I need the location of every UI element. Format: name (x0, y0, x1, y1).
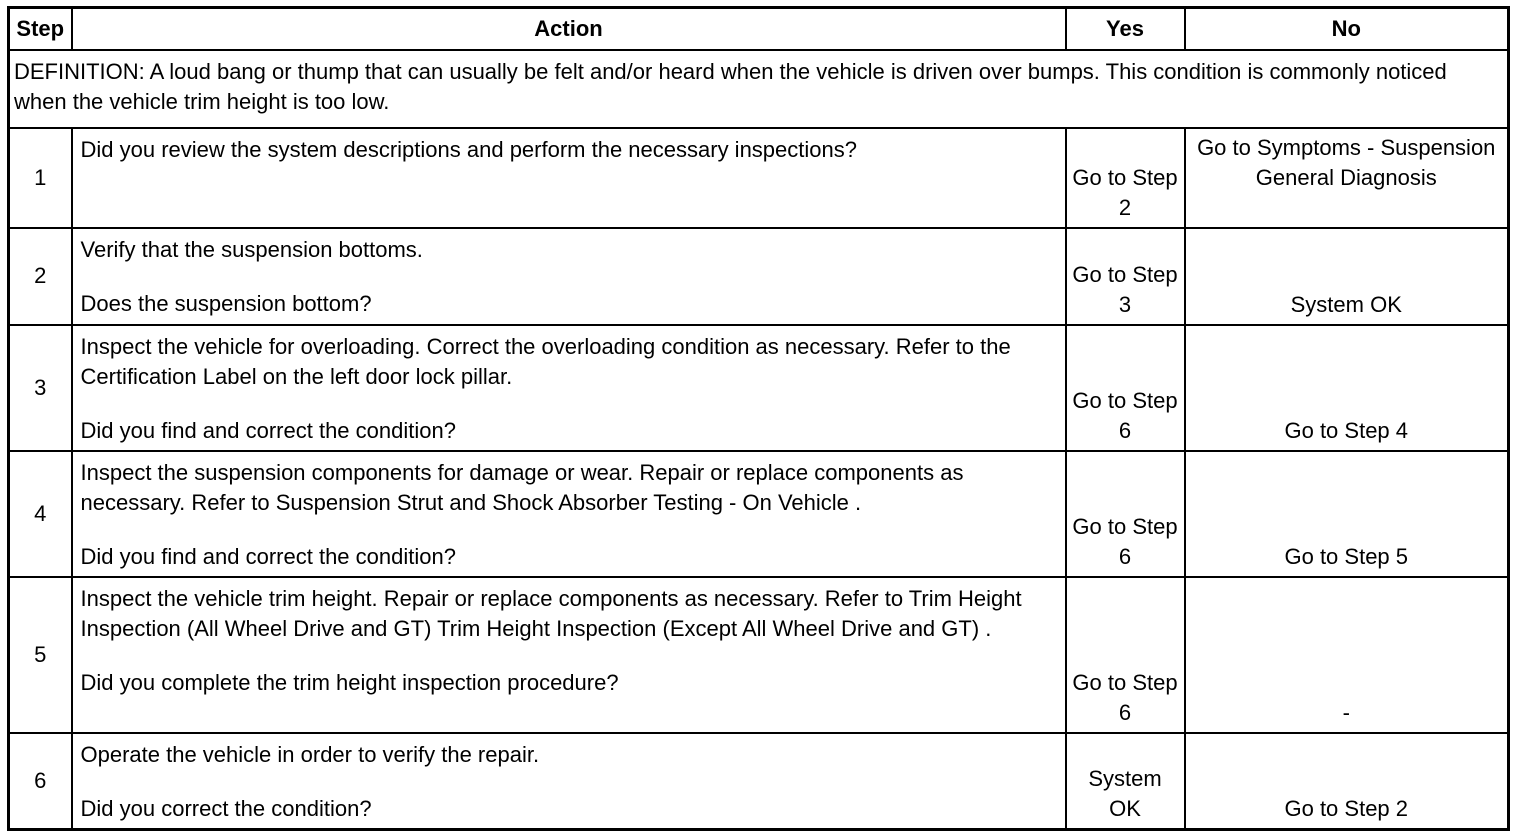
action-cell (72, 451, 1066, 577)
action-text: Did you review the system descriptions and perform the necessary inspections? (80, 137, 857, 163)
table-row (9, 733, 1509, 829)
action-cell (72, 577, 1066, 733)
header-no: No (1185, 8, 1509, 51)
step-number: 5 (9, 577, 72, 733)
no-result: System OK (1185, 228, 1509, 324)
step-number: 4 (9, 451, 72, 577)
action-text: Inspect the vehicle trim height. Repair or replace components as necessary. Refer to Trim Height Inspection (All Wheel Drive and GT) Trim Height Inspection (Except All Wheel Drive and GT) . (80, 585, 1028, 641)
header-yes: Yes (1066, 8, 1185, 51)
diagnostic-table (7, 6, 1510, 831)
action-cell (72, 128, 1066, 228)
question-text: Did you complete the trim height inspection procedure? (80, 669, 619, 695)
action-text: Inspect the vehicle for overloading. Correct the overloading condition as necessary. Refer to the Certification Label on the left door lock pillar. (80, 333, 1017, 389)
header-row (9, 8, 1509, 51)
step-number: 3 (9, 325, 72, 451)
question-text: Did you find and correct the condition? (80, 417, 456, 443)
yes-result: Go to Step 3 (1066, 228, 1185, 324)
action-text: Operate the vehicle in order to verify the repair. (80, 742, 540, 768)
step-number: 6 (9, 733, 72, 829)
table-row (9, 577, 1509, 733)
table-row (9, 325, 1509, 451)
action-cell (72, 733, 1066, 829)
table-row (9, 128, 1509, 228)
no-result: Go to Step 2 (1185, 733, 1509, 829)
table-row (9, 228, 1509, 324)
table-row (9, 451, 1509, 577)
no-result: Go to Symptoms - Suspension General Diagnosis (1185, 128, 1509, 228)
definition-row (9, 50, 1509, 128)
yes-result: Go to Step 2 (1066, 128, 1185, 228)
yes-result: Go to Step 6 (1066, 577, 1185, 733)
yes-result: Go to Step 6 (1066, 325, 1185, 451)
step-number: 2 (9, 228, 72, 324)
header-action: Action (72, 8, 1066, 51)
action-text: Inspect the suspension components for damage or wear. Repair or replace components as necessary. Refer to Suspension Strut and Shock Absorber Testing - On Vehicle . (80, 459, 970, 515)
question-text: Did you find and correct the condition? (80, 543, 456, 569)
question-text: Did you correct the condition? (80, 796, 372, 822)
action-text: Verify that the suspension bottoms. (80, 237, 423, 263)
no-result: - (1185, 577, 1509, 733)
definition-text: DEFINITION: A loud bang or thump that can usually be felt and/or heard when the vehicle is driven over bumps. This condition is commonly noticed when the vehicle trim height is too low. (9, 50, 1509, 128)
action-cell (72, 325, 1066, 451)
step-number: 1 (9, 128, 72, 228)
question-text: Does the suspension bottom? (80, 291, 372, 317)
header-step: Step (9, 8, 72, 51)
yes-result: Go to Step 6 (1066, 451, 1185, 577)
action-cell (72, 228, 1066, 324)
yes-result: System OK (1066, 733, 1185, 829)
no-result: Go to Step 5 (1185, 451, 1509, 577)
no-result: Go to Step 4 (1185, 325, 1509, 451)
